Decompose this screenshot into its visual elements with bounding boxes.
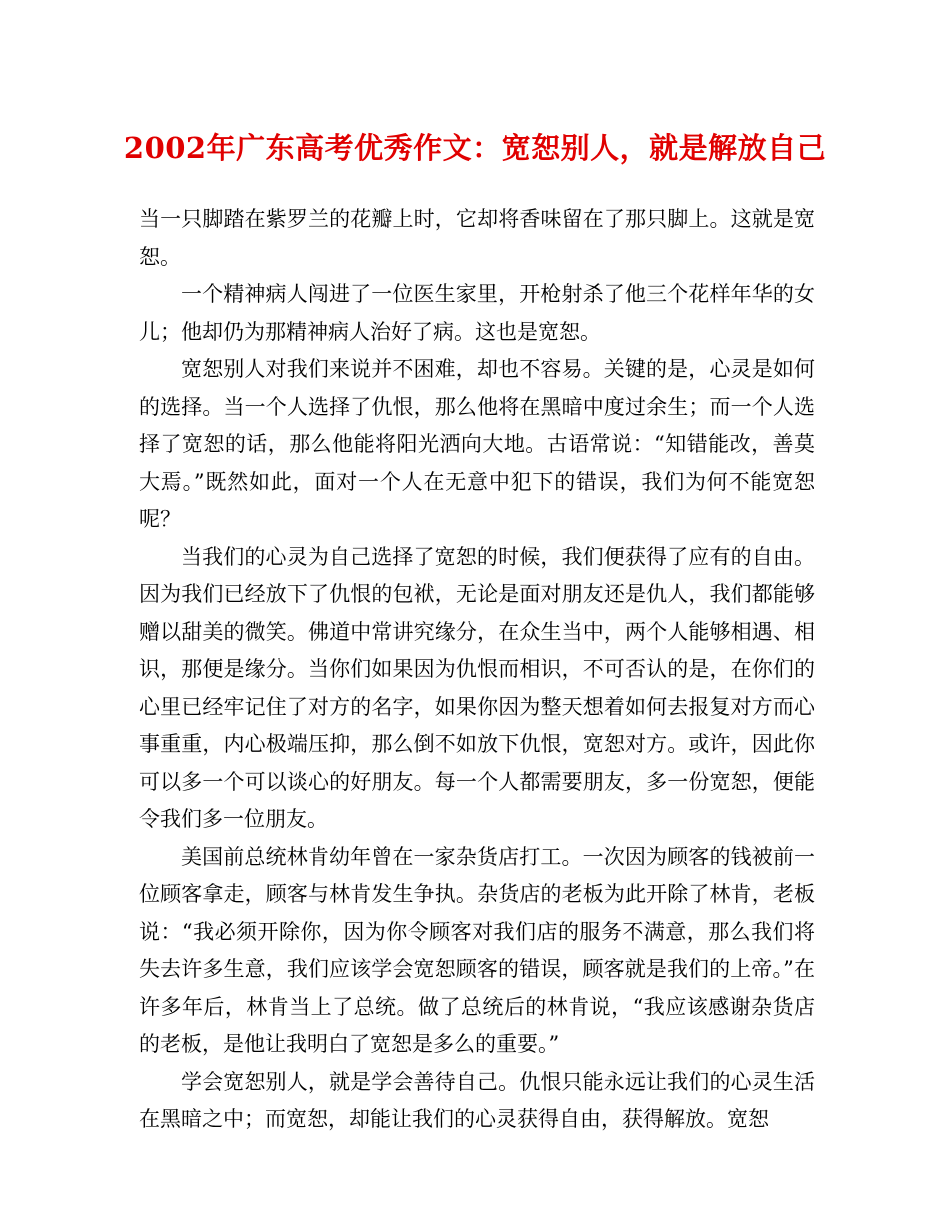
paragraph-5: 美国前总统林肯幼年曾在一家杂货店打工。一次因为顾客的钱被前一位顾客拿走，顾客与林肯发生争执。杂货店的老板为此开除了林肯，老板说：“我必须开除你，因为你令顾客对我们店的服务不满意，那么我们将失去许多生意，我们应该学会宽恕顾客的错误，顾客就是我们的上帝。”在许多年后，林肯当上了总统。做了总统后的林肯说，“我应该感谢杂货店的老板，是他让我明白了宽恕是多么的重要。” [139,844,815,1056]
essay-title: 2002年广东高考优秀作文：宽恕别人，就是解放自己 [123,131,827,165]
paragraph-4: 当我们的心灵为自己选择了宽恕的时候，我们便获得了应有的自由。因为我们已经放下了仇恨的包袱，无论是面对朋友还是仇人，我们都能够赠以甜美的微笑。佛道中常讲究缘分，在众生当中，两个人能够相遇、相识，那便是缘分。当你们如果因为仇恨而相识，不可否认的是，在你们的心里已经牢记住了对方的名字，如果你因为整天想着如何去报复对方而心事重重，内心极端压抑，那么倒不如放下仇恨，宽恕对方。或许，因此你可以多一个可以谈心的好朋友。每一个人都需要朋友，多一份宽恕，便能令我们多一位朋友。 [139,544,815,831]
paragraph-3: 宽恕别人对我们来说并不困难，却也不容易。关键的是，心灵是如何的选择。当一个人选择了仇恨，那么他将在黑暗中度过余生；而一个人选择了宽恕的话，那么他能将阳光洒向大地。古语常说：“知错能改，善莫大焉。”既然如此，面对一个人在无意中犯下的错误，我们为何不能宽恕呢？ [139,357,815,531]
paragraph-1: 当一只脚踏在紫罗兰的花瓣上时，它却将香味留在了那只脚上。这就是宽恕。 [139,207,815,269]
paragraph-2: 一个精神病人闯进了一位医生家里，开枪射杀了他三个花样年华的女儿；他却仍为那精神病人治好了病。这也是宽恕。 [139,282,815,344]
paragraph-6: 学会宽恕别人，就是学会善待自己。仇恨只能永远让我们的心灵生活在黑暗之中；而宽恕，却能让我们的心灵获得自由，获得解放。宽恕 [139,1069,815,1131]
essay-body [139,201,815,1139]
